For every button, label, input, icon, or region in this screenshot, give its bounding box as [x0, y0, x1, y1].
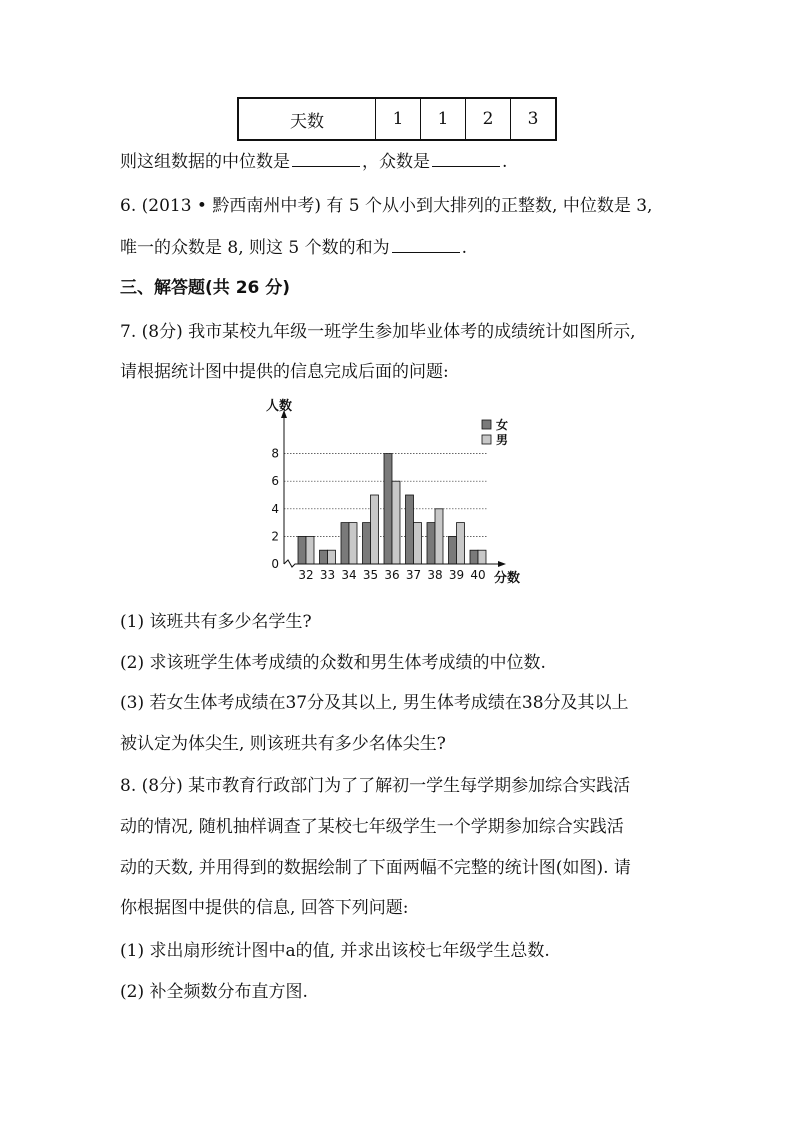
legend-swatch: [482, 420, 491, 429]
bar-female: [341, 523, 349, 564]
bar-male: [392, 481, 400, 564]
x-tick-label: 32: [298, 568, 314, 582]
q7-line-1: 7. (8分) 我市某校九年级一班学生参加毕业体考的成绩统计如图所示,: [120, 322, 636, 342]
q7-line-2: 请根据统计图中提供的信息完成后面的问题:: [120, 362, 449, 382]
bar-male: [371, 495, 379, 564]
x-tick-label: 39: [448, 568, 465, 582]
answer-blank[interactable]: [392, 236, 460, 253]
q7-sub-1: (1) 该班共有多少名学生?: [120, 612, 312, 632]
bar-female: [320, 550, 328, 564]
q8-sub-2: (2) 补全频数分布直方图.: [120, 982, 308, 1002]
y-axis-label: 人数: [266, 399, 293, 414]
x-axis-label: 分数: [494, 571, 521, 586]
bar-female: [427, 523, 435, 564]
q8-sub-1: (1) 求出扇形统计图中a的值, 并求出该校七年级学生总数.: [120, 941, 550, 961]
q6-line-1: 6. (2013 • 黔西南州中考) 有 5 个从小到大排列的正整数, 中位数是 3,: [120, 196, 653, 216]
section-heading: 三、解答题(共 26 分): [120, 278, 291, 298]
q7-sub-2: (2) 求该班学生体考成绩的众数和男生体考成绩的中位数.: [120, 653, 546, 673]
x-tick-label: 40: [470, 568, 486, 582]
q7-sub-3-line-2: 被认定为体尖生, 则该班共有多少名体尖生?: [120, 734, 446, 754]
x-tick-label: 37: [405, 568, 422, 582]
bar-female: [384, 454, 392, 564]
bar-chart: [262, 396, 532, 586]
y-tick-label: 6: [271, 474, 279, 489]
q8-line-3: 动的天数, 并用得到的数据绘制了下面两幅不完整的统计图(如图). 请: [120, 858, 631, 878]
q7-sub-3-line-1: (3) 若女生体考成绩在37分及其以上, 男生体考成绩在38分及其以上: [120, 693, 629, 713]
x-tick-label: 35: [362, 568, 379, 582]
bar-male: [435, 509, 443, 564]
legend-label: 男: [496, 433, 509, 447]
bar-male: [414, 523, 422, 564]
q8-line-2: 动的情况, 随机抽样调查了某校七年级学生一个学期参加综合实践活: [120, 817, 624, 837]
y-tick-label: 8: [271, 446, 279, 461]
days-table: [237, 97, 557, 141]
q5-line: 则这组数据的中位数是 ，众数是 .: [120, 152, 508, 172]
days-value: 1: [421, 98, 466, 140]
x-tick-label: 36: [384, 568, 400, 582]
bar-female: [298, 536, 306, 564]
q8-line-1: 8. (8分) 某市教育行政部门为了了解初一学生每学期参加综合实践活: [120, 776, 631, 796]
bar-male: [306, 536, 314, 564]
bar-male: [328, 550, 336, 564]
x-tick-label: 33: [319, 568, 336, 582]
y-tick-label: 4: [271, 501, 279, 516]
bar-female: [406, 495, 414, 564]
legend-label: 女: [496, 418, 509, 432]
q8-line-4: 你根据图中提供的信息, 回答下列问题:: [120, 898, 409, 918]
days-value: 3: [511, 98, 557, 140]
x-tick-label: 38: [427, 568, 443, 582]
days-value: 2: [466, 98, 511, 140]
days-value: 1: [376, 98, 421, 140]
bar-female: [449, 536, 457, 564]
answer-blank[interactable]: [292, 150, 360, 167]
bar-male: [349, 523, 357, 564]
y-tick-label: 2: [271, 529, 279, 544]
bar-female: [470, 550, 478, 564]
bar-female: [363, 523, 371, 564]
x-tick-label: 34: [341, 568, 357, 582]
x-axis-arrow: [498, 561, 506, 567]
legend-swatch: [482, 435, 491, 444]
y-tick-label: 0: [271, 557, 279, 571]
days-header: 天数: [238, 98, 376, 140]
bar-male: [478, 550, 486, 564]
q6-line-2: 唯一的众数是 8, 则这 5 个数的和为 .: [120, 238, 468, 258]
answer-blank[interactable]: [432, 150, 500, 167]
bar-male: [457, 523, 465, 564]
